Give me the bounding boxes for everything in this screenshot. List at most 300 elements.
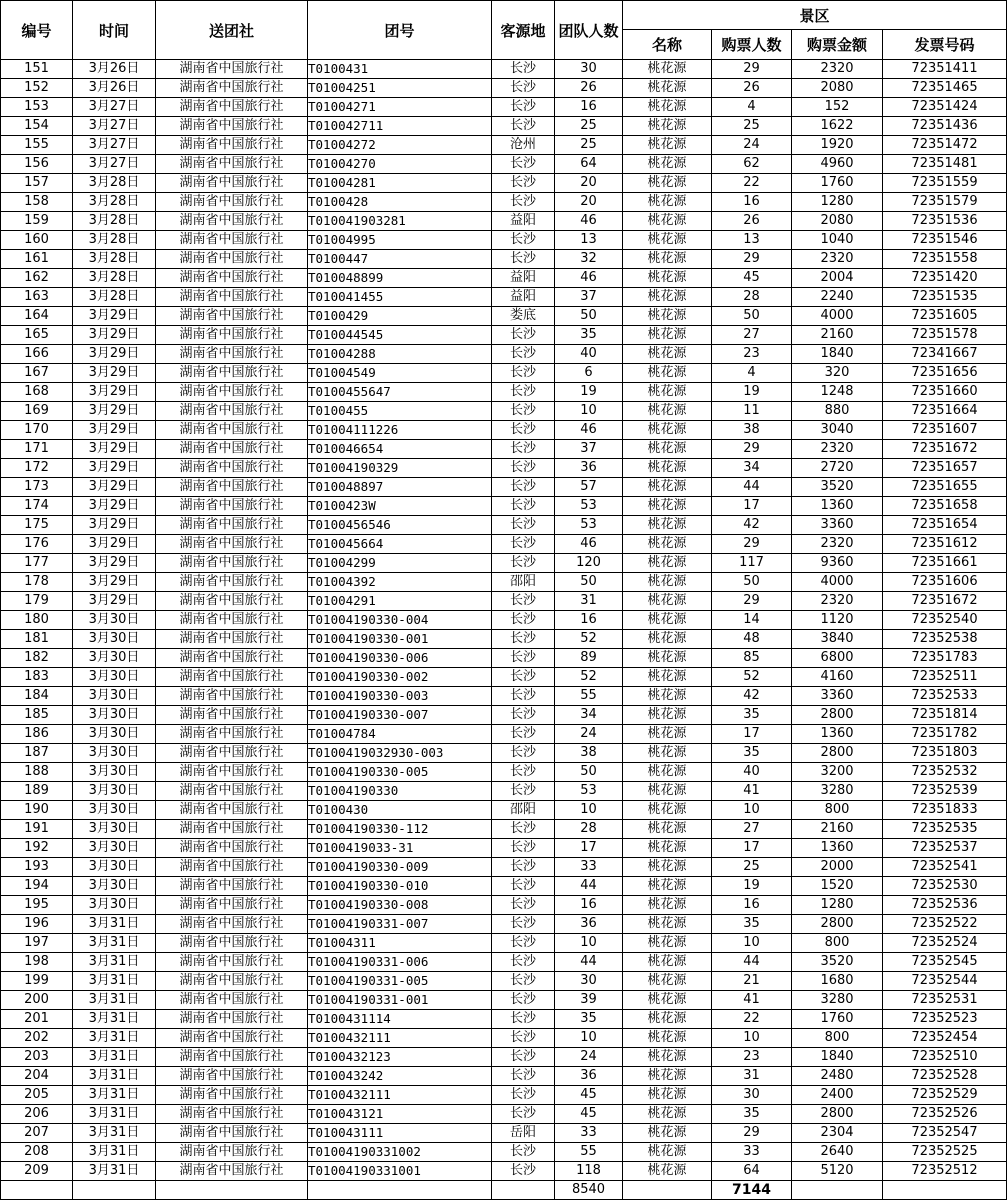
- cell-scenic-name[interactable]: 桃花源: [623, 801, 712, 820]
- cell-id[interactable]: 182: [1, 649, 73, 668]
- cell-tickets[interactable]: 34: [712, 459, 792, 478]
- cell-agency[interactable]: 湖南省中国旅行社: [156, 1048, 308, 1067]
- cell-id[interactable]: 167: [1, 364, 73, 383]
- cell-scenic-name[interactable]: 桃花源: [623, 725, 712, 744]
- cell-scenic-name[interactable]: 桃花源: [623, 573, 712, 592]
- cell-origin[interactable]: 长沙: [492, 1067, 555, 1086]
- cell-origin[interactable]: 长沙: [492, 402, 555, 421]
- cell-group-no[interactable]: T01004190331-005: [308, 972, 492, 991]
- cell-agency[interactable]: 湖南省中国旅行社: [156, 497, 308, 516]
- cell-id[interactable]: 153: [1, 98, 73, 117]
- cell-scenic-name[interactable]: 桃花源: [623, 155, 712, 174]
- cell-scenic-name[interactable]: 桃花源: [623, 1067, 712, 1086]
- cell-agency[interactable]: 湖南省中国旅行社: [156, 440, 308, 459]
- cell-amount[interactable]: 2800: [792, 744, 883, 763]
- cell-group-no[interactable]: T01004288: [308, 345, 492, 364]
- cell-amount[interactable]: 1920: [792, 136, 883, 155]
- cell-id[interactable]: 192: [1, 839, 73, 858]
- cell-group-no[interactable]: T0100455647: [308, 383, 492, 402]
- cell-agency[interactable]: 湖南省中国旅行社: [156, 934, 308, 953]
- cell-tickets[interactable]: 50: [712, 573, 792, 592]
- cell-date[interactable]: 3月31日: [73, 1162, 156, 1181]
- cell-date[interactable]: 3月29日: [73, 364, 156, 383]
- cell-origin[interactable]: 长沙: [492, 877, 555, 896]
- cell-invoice[interactable]: 72351424: [883, 98, 1007, 117]
- cell-scenic-name[interactable]: 桃花源: [623, 611, 712, 630]
- cell-scenic-name[interactable]: 桃花源: [623, 1086, 712, 1105]
- cell-origin[interactable]: 长沙: [492, 744, 555, 763]
- cell-tickets[interactable]: 23: [712, 1048, 792, 1067]
- cell-group-no[interactable]: T01004190331-001: [308, 991, 492, 1010]
- cell-id[interactable]: 175: [1, 516, 73, 535]
- cell-group-size[interactable]: 10: [555, 1029, 623, 1048]
- cell-agency[interactable]: 湖南省中国旅行社: [156, 611, 308, 630]
- cell-tickets[interactable]: 17: [712, 725, 792, 744]
- cell-date[interactable]: 3月30日: [73, 725, 156, 744]
- cell-invoice[interactable]: 72351536: [883, 212, 1007, 231]
- cell-agency[interactable]: 湖南省中国旅行社: [156, 630, 308, 649]
- header-id[interactable]: 编号: [1, 1, 73, 60]
- cell-group-size[interactable]: 52: [555, 668, 623, 687]
- cell-invoice[interactable]: 72351481: [883, 155, 1007, 174]
- cell-date[interactable]: 3月31日: [73, 1067, 156, 1086]
- cell-group-no[interactable]: T0100432111: [308, 1086, 492, 1105]
- cell-invoice[interactable]: 72352511: [883, 668, 1007, 687]
- cell-date[interactable]: 3月29日: [73, 497, 156, 516]
- cell-agency[interactable]: 湖南省中国旅行社: [156, 649, 308, 668]
- cell-amount[interactable]: 3840: [792, 630, 883, 649]
- cell-tickets[interactable]: 29: [712, 60, 792, 79]
- cell-origin[interactable]: 长沙: [492, 915, 555, 934]
- cell-origin[interactable]: 长沙: [492, 687, 555, 706]
- cell-agency[interactable]: 湖南省中国旅行社: [156, 478, 308, 497]
- cell-date[interactable]: 3月29日: [73, 459, 156, 478]
- totals-cell-empty[interactable]: [156, 1181, 308, 1200]
- cell-scenic-name[interactable]: 桃花源: [623, 326, 712, 345]
- cell-invoice[interactable]: 72351657: [883, 459, 1007, 478]
- cell-origin[interactable]: 长沙: [492, 725, 555, 744]
- cell-group-no[interactable]: T01004190330-007: [308, 706, 492, 725]
- cell-invoice[interactable]: 72351658: [883, 497, 1007, 516]
- cell-group-size[interactable]: 36: [555, 1067, 623, 1086]
- cell-amount[interactable]: 9360: [792, 554, 883, 573]
- cell-origin[interactable]: 长沙: [492, 516, 555, 535]
- cell-invoice[interactable]: 72352522: [883, 915, 1007, 934]
- cell-id[interactable]: 166: [1, 345, 73, 364]
- cell-amount[interactable]: 2800: [792, 706, 883, 725]
- total-tickets[interactable]: 7144: [712, 1181, 792, 1200]
- cell-agency[interactable]: 湖南省中国旅行社: [156, 573, 308, 592]
- cell-amount[interactable]: 2720: [792, 459, 883, 478]
- cell-amount[interactable]: 3280: [792, 782, 883, 801]
- cell-invoice[interactable]: 72351411: [883, 60, 1007, 79]
- cell-invoice[interactable]: 72351436: [883, 117, 1007, 136]
- cell-amount[interactable]: 2640: [792, 1143, 883, 1162]
- cell-agency[interactable]: 湖南省中国旅行社: [156, 706, 308, 725]
- cell-group-size[interactable]: 28: [555, 820, 623, 839]
- cell-group-size[interactable]: 24: [555, 1048, 623, 1067]
- cell-scenic-name[interactable]: 桃花源: [623, 288, 712, 307]
- cell-id[interactable]: 207: [1, 1124, 73, 1143]
- cell-date[interactable]: 3月28日: [73, 212, 156, 231]
- cell-invoice[interactable]: 72352529: [883, 1086, 1007, 1105]
- cell-tickets[interactable]: 62: [712, 155, 792, 174]
- total-group-size[interactable]: 8540: [555, 1181, 623, 1200]
- cell-origin[interactable]: 长沙: [492, 326, 555, 345]
- cell-group-size[interactable]: 32: [555, 250, 623, 269]
- cell-invoice[interactable]: 72351607: [883, 421, 1007, 440]
- cell-group-no[interactable]: T01004190331-006: [308, 953, 492, 972]
- cell-group-size[interactable]: 50: [555, 307, 623, 326]
- cell-group-no[interactable]: T01004190330-112: [308, 820, 492, 839]
- cell-origin[interactable]: 长沙: [492, 820, 555, 839]
- cell-scenic-name[interactable]: 桃花源: [623, 858, 712, 877]
- cell-scenic-name[interactable]: 桃花源: [623, 421, 712, 440]
- cell-amount[interactable]: 1760: [792, 174, 883, 193]
- cell-scenic-name[interactable]: 桃花源: [623, 554, 712, 573]
- cell-origin[interactable]: 长沙: [492, 592, 555, 611]
- cell-id[interactable]: 202: [1, 1029, 73, 1048]
- cell-id[interactable]: 197: [1, 934, 73, 953]
- cell-date[interactable]: 3月26日: [73, 60, 156, 79]
- cell-amount[interactable]: 2400: [792, 1086, 883, 1105]
- cell-agency[interactable]: 湖南省中国旅行社: [156, 307, 308, 326]
- cell-origin[interactable]: 长沙: [492, 231, 555, 250]
- cell-id[interactable]: 208: [1, 1143, 73, 1162]
- cell-id[interactable]: 209: [1, 1162, 73, 1181]
- cell-id[interactable]: 165: [1, 326, 73, 345]
- cell-amount[interactable]: 1360: [792, 725, 883, 744]
- cell-amount[interactable]: 2080: [792, 212, 883, 231]
- cell-date[interactable]: 3月27日: [73, 117, 156, 136]
- cell-amount[interactable]: 3040: [792, 421, 883, 440]
- cell-date[interactable]: 3月29日: [73, 421, 156, 440]
- cell-origin[interactable]: 长沙: [492, 1029, 555, 1048]
- cell-group-size[interactable]: 19: [555, 383, 623, 402]
- cell-scenic-name[interactable]: 桃花源: [623, 1029, 712, 1048]
- cell-tickets[interactable]: 33: [712, 1143, 792, 1162]
- cell-group-size[interactable]: 13: [555, 231, 623, 250]
- cell-id[interactable]: 203: [1, 1048, 73, 1067]
- cell-group-no[interactable]: T01004281: [308, 174, 492, 193]
- cell-invoice[interactable]: 72351654: [883, 516, 1007, 535]
- cell-amount[interactable]: 3520: [792, 953, 883, 972]
- cell-tickets[interactable]: 85: [712, 649, 792, 668]
- cell-origin[interactable]: 长沙: [492, 60, 555, 79]
- cell-amount[interactable]: 2320: [792, 535, 883, 554]
- cell-group-size[interactable]: 50: [555, 573, 623, 592]
- cell-group-no[interactable]: T0100447: [308, 250, 492, 269]
- cell-agency[interactable]: 湖南省中国旅行社: [156, 725, 308, 744]
- cell-group-size[interactable]: 37: [555, 440, 623, 459]
- cell-invoice[interactable]: 72352533: [883, 687, 1007, 706]
- cell-agency[interactable]: 湖南省中国旅行社: [156, 1067, 308, 1086]
- cell-agency[interactable]: 湖南省中国旅行社: [156, 155, 308, 174]
- cell-tickets[interactable]: 25: [712, 858, 792, 877]
- cell-group-size[interactable]: 53: [555, 782, 623, 801]
- cell-id[interactable]: 206: [1, 1105, 73, 1124]
- cell-id[interactable]: 171: [1, 440, 73, 459]
- cell-group-no[interactable]: T010045664: [308, 535, 492, 554]
- cell-agency[interactable]: 湖南省中国旅行社: [156, 877, 308, 896]
- cell-tickets[interactable]: 26: [712, 212, 792, 231]
- cell-id[interactable]: 158: [1, 193, 73, 212]
- cell-origin[interactable]: 长沙: [492, 459, 555, 478]
- cell-date[interactable]: 3月30日: [73, 896, 156, 915]
- cell-agency[interactable]: 湖南省中国旅行社: [156, 117, 308, 136]
- cell-group-no[interactable]: T01004190331002: [308, 1143, 492, 1162]
- cell-scenic-name[interactable]: 桃花源: [623, 269, 712, 288]
- cell-agency[interactable]: 湖南省中国旅行社: [156, 1086, 308, 1105]
- cell-invoice[interactable]: 72352454: [883, 1029, 1007, 1048]
- cell-tickets[interactable]: 31: [712, 1067, 792, 1086]
- cell-group-no[interactable]: T01004190330-008: [308, 896, 492, 915]
- cell-amount[interactable]: 2000: [792, 858, 883, 877]
- cell-date[interactable]: 3月31日: [73, 1010, 156, 1029]
- totals-cell-empty[interactable]: [73, 1181, 156, 1200]
- cell-date[interactable]: 3月29日: [73, 345, 156, 364]
- cell-agency[interactable]: 湖南省中国旅行社: [156, 60, 308, 79]
- cell-tickets[interactable]: 19: [712, 383, 792, 402]
- cell-amount[interactable]: 1248: [792, 383, 883, 402]
- cell-group-size[interactable]: 20: [555, 174, 623, 193]
- cell-origin[interactable]: 长沙: [492, 250, 555, 269]
- cell-scenic-name[interactable]: 桃花源: [623, 896, 712, 915]
- header-date[interactable]: 时间: [73, 1, 156, 60]
- cell-amount[interactable]: 4160: [792, 668, 883, 687]
- cell-agency[interactable]: 湖南省中国旅行社: [156, 79, 308, 98]
- cell-group-no[interactable]: T01004549: [308, 364, 492, 383]
- cell-tickets[interactable]: 17: [712, 839, 792, 858]
- cell-id[interactable]: 187: [1, 744, 73, 763]
- cell-amount[interactable]: 2160: [792, 326, 883, 345]
- cell-group-size[interactable]: 10: [555, 801, 623, 820]
- cell-scenic-name[interactable]: 桃花源: [623, 1124, 712, 1143]
- cell-scenic-name[interactable]: 桃花源: [623, 649, 712, 668]
- cell-id[interactable]: 178: [1, 573, 73, 592]
- cell-invoice[interactable]: 72352532: [883, 763, 1007, 782]
- cell-invoice[interactable]: 72352526: [883, 1105, 1007, 1124]
- cell-agency[interactable]: 湖南省中国旅行社: [156, 383, 308, 402]
- cell-date[interactable]: 3月29日: [73, 516, 156, 535]
- cell-id[interactable]: 188: [1, 763, 73, 782]
- cell-scenic-name[interactable]: 桃花源: [623, 60, 712, 79]
- cell-amount[interactable]: 1120: [792, 611, 883, 630]
- cell-group-size[interactable]: 33: [555, 858, 623, 877]
- cell-date[interactable]: 3月31日: [73, 972, 156, 991]
- cell-agency[interactable]: 湖南省中国旅行社: [156, 174, 308, 193]
- cell-group-size[interactable]: 36: [555, 459, 623, 478]
- cell-scenic-name[interactable]: 桃花源: [623, 953, 712, 972]
- cell-date[interactable]: 3月28日: [73, 174, 156, 193]
- cell-tickets[interactable]: 22: [712, 1010, 792, 1029]
- cell-agency[interactable]: 湖南省中国旅行社: [156, 212, 308, 231]
- cell-origin[interactable]: 长沙: [492, 345, 555, 364]
- cell-id[interactable]: 173: [1, 478, 73, 497]
- cell-scenic-name[interactable]: 桃花源: [623, 706, 712, 725]
- cell-group-no[interactable]: T010041903281: [308, 212, 492, 231]
- cell-origin[interactable]: 长沙: [492, 1010, 555, 1029]
- cell-origin[interactable]: 益阳: [492, 288, 555, 307]
- cell-date[interactable]: 3月31日: [73, 1124, 156, 1143]
- cell-date[interactable]: 3月28日: [73, 193, 156, 212]
- cell-group-size[interactable]: 46: [555, 269, 623, 288]
- cell-group-no[interactable]: T0100456546: [308, 516, 492, 535]
- cell-scenic-name[interactable]: 桃花源: [623, 516, 712, 535]
- cell-tickets[interactable]: 30: [712, 1086, 792, 1105]
- cell-tickets[interactable]: 10: [712, 801, 792, 820]
- cell-origin[interactable]: 长沙: [492, 497, 555, 516]
- cell-group-size[interactable]: 35: [555, 1010, 623, 1029]
- cell-group-size[interactable]: 35: [555, 326, 623, 345]
- cell-tickets[interactable]: 52: [712, 668, 792, 687]
- cell-amount[interactable]: 3360: [792, 687, 883, 706]
- cell-tickets[interactable]: 29: [712, 1124, 792, 1143]
- cell-amount[interactable]: 2080: [792, 79, 883, 98]
- cell-group-no[interactable]: T010048899: [308, 269, 492, 288]
- cell-group-size[interactable]: 36: [555, 915, 623, 934]
- cell-date[interactable]: 3月29日: [73, 383, 156, 402]
- cell-origin[interactable]: 长沙: [492, 478, 555, 497]
- cell-amount[interactable]: 4000: [792, 573, 883, 592]
- cell-amount[interactable]: 4960: [792, 155, 883, 174]
- cell-invoice[interactable]: 72352531: [883, 991, 1007, 1010]
- cell-invoice[interactable]: 72351783: [883, 649, 1007, 668]
- cell-agency[interactable]: 湖南省中国旅行社: [156, 136, 308, 155]
- cell-invoice[interactable]: 72352528: [883, 1067, 1007, 1086]
- cell-group-size[interactable]: 10: [555, 934, 623, 953]
- cell-id[interactable]: 160: [1, 231, 73, 250]
- cell-origin[interactable]: 长沙: [492, 98, 555, 117]
- cell-group-size[interactable]: 25: [555, 117, 623, 136]
- cell-id[interactable]: 204: [1, 1067, 73, 1086]
- cell-group-size[interactable]: 16: [555, 98, 623, 117]
- cell-tickets[interactable]: 42: [712, 516, 792, 535]
- cell-date[interactable]: 3月30日: [73, 877, 156, 896]
- cell-id[interactable]: 155: [1, 136, 73, 155]
- cell-tickets[interactable]: 29: [712, 592, 792, 611]
- cell-group-no[interactable]: T01004311: [308, 934, 492, 953]
- cell-scenic-name[interactable]: 桃花源: [623, 117, 712, 136]
- cell-tickets[interactable]: 13: [712, 231, 792, 250]
- cell-origin[interactable]: 益阳: [492, 269, 555, 288]
- cell-group-size[interactable]: 26: [555, 79, 623, 98]
- cell-invoice[interactable]: 72351559: [883, 174, 1007, 193]
- cell-invoice[interactable]: 72351472: [883, 136, 1007, 155]
- cell-tickets[interactable]: 64: [712, 1162, 792, 1181]
- cell-tickets[interactable]: 44: [712, 953, 792, 972]
- cell-date[interactable]: 3月30日: [73, 858, 156, 877]
- totals-cell-empty[interactable]: [1, 1181, 73, 1200]
- cell-amount[interactable]: 320: [792, 364, 883, 383]
- cell-group-no[interactable]: T0100432111: [308, 1029, 492, 1048]
- cell-group-no[interactable]: T01004190330-001: [308, 630, 492, 649]
- cell-id[interactable]: 185: [1, 706, 73, 725]
- cell-group-size[interactable]: 50: [555, 763, 623, 782]
- cell-id[interactable]: 169: [1, 402, 73, 421]
- cell-date[interactable]: 3月28日: [73, 288, 156, 307]
- cell-scenic-name[interactable]: 桃花源: [623, 307, 712, 326]
- cell-scenic-name[interactable]: 桃花源: [623, 383, 712, 402]
- cell-origin[interactable]: 长沙: [492, 155, 555, 174]
- cell-group-size[interactable]: 53: [555, 497, 623, 516]
- cell-group-size[interactable]: 55: [555, 687, 623, 706]
- cell-agency[interactable]: 湖南省中国旅行社: [156, 193, 308, 212]
- cell-scenic-name[interactable]: 桃花源: [623, 1105, 712, 1124]
- cell-id[interactable]: 199: [1, 972, 73, 991]
- cell-group-no[interactable]: T010043121: [308, 1105, 492, 1124]
- cell-amount[interactable]: 2800: [792, 915, 883, 934]
- cell-agency[interactable]: 湖南省中国旅行社: [156, 801, 308, 820]
- cell-group-size[interactable]: 46: [555, 212, 623, 231]
- cell-date[interactable]: 3月30日: [73, 763, 156, 782]
- cell-id[interactable]: 168: [1, 383, 73, 402]
- cell-origin[interactable]: 长沙: [492, 991, 555, 1010]
- cell-date[interactable]: 3月30日: [73, 839, 156, 858]
- header-group-no[interactable]: 团号: [308, 1, 492, 60]
- cell-amount[interactable]: 2320: [792, 440, 883, 459]
- cell-group-size[interactable]: 45: [555, 1086, 623, 1105]
- cell-id[interactable]: 191: [1, 820, 73, 839]
- cell-origin[interactable]: 长沙: [492, 649, 555, 668]
- cell-date[interactable]: 3月28日: [73, 231, 156, 250]
- cell-invoice[interactable]: 72351558: [883, 250, 1007, 269]
- cell-scenic-name[interactable]: 桃花源: [623, 231, 712, 250]
- header-agency[interactable]: 送团社: [156, 1, 308, 60]
- cell-id[interactable]: 177: [1, 554, 73, 573]
- cell-tickets[interactable]: 35: [712, 744, 792, 763]
- cell-date[interactable]: 3月27日: [73, 155, 156, 174]
- cell-invoice[interactable]: 72352540: [883, 611, 1007, 630]
- cell-scenic-name[interactable]: 桃花源: [623, 402, 712, 421]
- cell-date[interactable]: 3月30日: [73, 668, 156, 687]
- cell-group-no[interactable]: T01004392: [308, 573, 492, 592]
- cell-amount[interactable]: 2480: [792, 1067, 883, 1086]
- cell-origin[interactable]: 长沙: [492, 1048, 555, 1067]
- cell-invoice[interactable]: 72352525: [883, 1143, 1007, 1162]
- cell-agency[interactable]: 湖南省中国旅行社: [156, 1010, 308, 1029]
- cell-origin[interactable]: 长沙: [492, 782, 555, 801]
- cell-tickets[interactable]: 22: [712, 174, 792, 193]
- cell-group-size[interactable]: 45: [555, 1105, 623, 1124]
- cell-id[interactable]: 159: [1, 212, 73, 231]
- cell-origin[interactable]: 长沙: [492, 193, 555, 212]
- cell-tickets[interactable]: 4: [712, 364, 792, 383]
- cell-invoice[interactable]: 72352524: [883, 934, 1007, 953]
- cell-origin[interactable]: 长沙: [492, 706, 555, 725]
- cell-date[interactable]: 3月31日: [73, 1086, 156, 1105]
- cell-invoice[interactable]: 72351814: [883, 706, 1007, 725]
- cell-scenic-name[interactable]: 桃花源: [623, 934, 712, 953]
- cell-amount[interactable]: 800: [792, 934, 883, 953]
- cell-origin[interactable]: 长沙: [492, 174, 555, 193]
- cell-scenic-name[interactable]: 桃花源: [623, 592, 712, 611]
- cell-amount[interactable]: 1622: [792, 117, 883, 136]
- cell-invoice[interactable]: 72351672: [883, 592, 1007, 611]
- cell-group-size[interactable]: 25: [555, 136, 623, 155]
- cell-date[interactable]: 3月31日: [73, 934, 156, 953]
- cell-tickets[interactable]: 50: [712, 307, 792, 326]
- totals-cell-empty[interactable]: [308, 1181, 492, 1200]
- cell-date[interactable]: 3月29日: [73, 307, 156, 326]
- cell-scenic-name[interactable]: 桃花源: [623, 497, 712, 516]
- header-name[interactable]: 名称: [623, 30, 712, 60]
- cell-origin[interactable]: 长沙: [492, 1086, 555, 1105]
- cell-invoice[interactable]: 72352541: [883, 858, 1007, 877]
- cell-group-no[interactable]: T010043242: [308, 1067, 492, 1086]
- cell-id[interactable]: 200: [1, 991, 73, 1010]
- cell-amount[interactable]: 2004: [792, 269, 883, 288]
